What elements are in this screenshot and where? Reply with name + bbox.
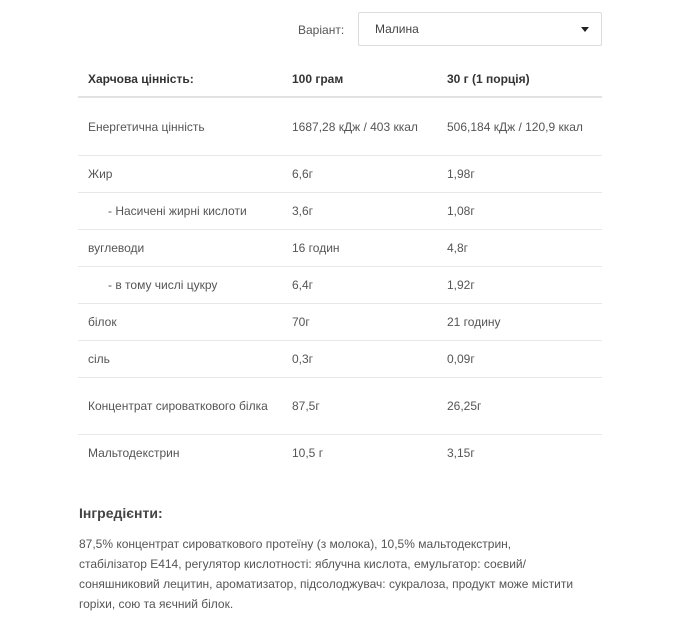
value-per-100g: 87,5г <box>282 378 437 435</box>
table-row <box>78 435 602 472</box>
nutrient-name: Мальтодекстрин <box>88 446 180 460</box>
table-row <box>78 156 602 193</box>
table-row <box>78 304 602 341</box>
nutrient-name: Концентрат сироваткового білка <box>78 378 282 435</box>
nutrient-name: сіль <box>78 341 282 378</box>
value-per-100g: 16 годин <box>282 230 437 267</box>
table-row <box>78 341 602 378</box>
nutrient-name: вуглеводи <box>78 230 282 267</box>
nutrition-table <box>78 62 602 471</box>
value-per-serving: 506,184 кДж / 120,9 ккал <box>437 97 602 156</box>
table-row <box>78 230 602 267</box>
table-row <box>78 97 602 156</box>
nutrient-name: - в тому числі цукру <box>78 267 282 304</box>
variant-select[interactable] <box>358 12 602 46</box>
nutrition-header-row <box>78 62 602 97</box>
value-per-serving: 3,15г <box>447 446 475 460</box>
value-per-serving: 1,98г <box>437 156 602 193</box>
ingredients-title: Інгредієнти: <box>79 505 163 521</box>
header-nutrient: Харчова цінність: <box>78 62 282 97</box>
ingredients-text: 87,5% концентрат сироваткового протеїну (з молока), 10,5% мальтодекстрин, стабілізатор E414, регулятор кислотності: яблучна кислота, емульгатор: соєвий/соняшниковий лецитин, ароматизатор, підсолоджувач: сукралоза, продукт може містити горіхи, сою та яєчний білок. <box>79 537 574 611</box>
value-per-100g: 6,6г <box>282 156 437 193</box>
value-per-100g: 3,6г <box>282 193 437 230</box>
nutrient-name: білок <box>78 304 282 341</box>
header-per-serving: 30 г (1 порція) <box>437 62 602 97</box>
caret-down-icon <box>581 27 589 32</box>
table-row <box>78 378 602 435</box>
table-row <box>78 193 602 230</box>
value-per-100g: 6,4г <box>282 267 437 304</box>
value-per-serving: 0,09г <box>437 341 602 378</box>
value-per-100g: 70г <box>282 304 437 341</box>
value-per-100g: 0,3г <box>282 341 437 378</box>
value-per-100g: 10,5 г <box>292 446 324 460</box>
value-per-serving: 26,25г <box>437 378 602 435</box>
nutrient-name: Енергетична цінність <box>78 97 282 156</box>
value-per-serving: 1,08г <box>437 193 602 230</box>
variant-selected-value: Малина <box>375 22 419 36</box>
nutrient-name: Жир <box>78 156 282 193</box>
value-per-serving: 1,92г <box>437 267 602 304</box>
value-per-serving: 21 годину <box>437 304 602 341</box>
table-row <box>78 267 602 304</box>
value-per-serving: 4,8г <box>437 230 602 267</box>
variant-label: Варіант: <box>298 23 345 37</box>
header-per-100g: 100 грам <box>282 62 437 97</box>
value-per-100g: 1687,28 кДж / 403 ккал <box>282 97 437 156</box>
variant-selector-row <box>0 12 680 48</box>
nutrient-name: - Насичені жирні кислоти <box>78 193 282 230</box>
